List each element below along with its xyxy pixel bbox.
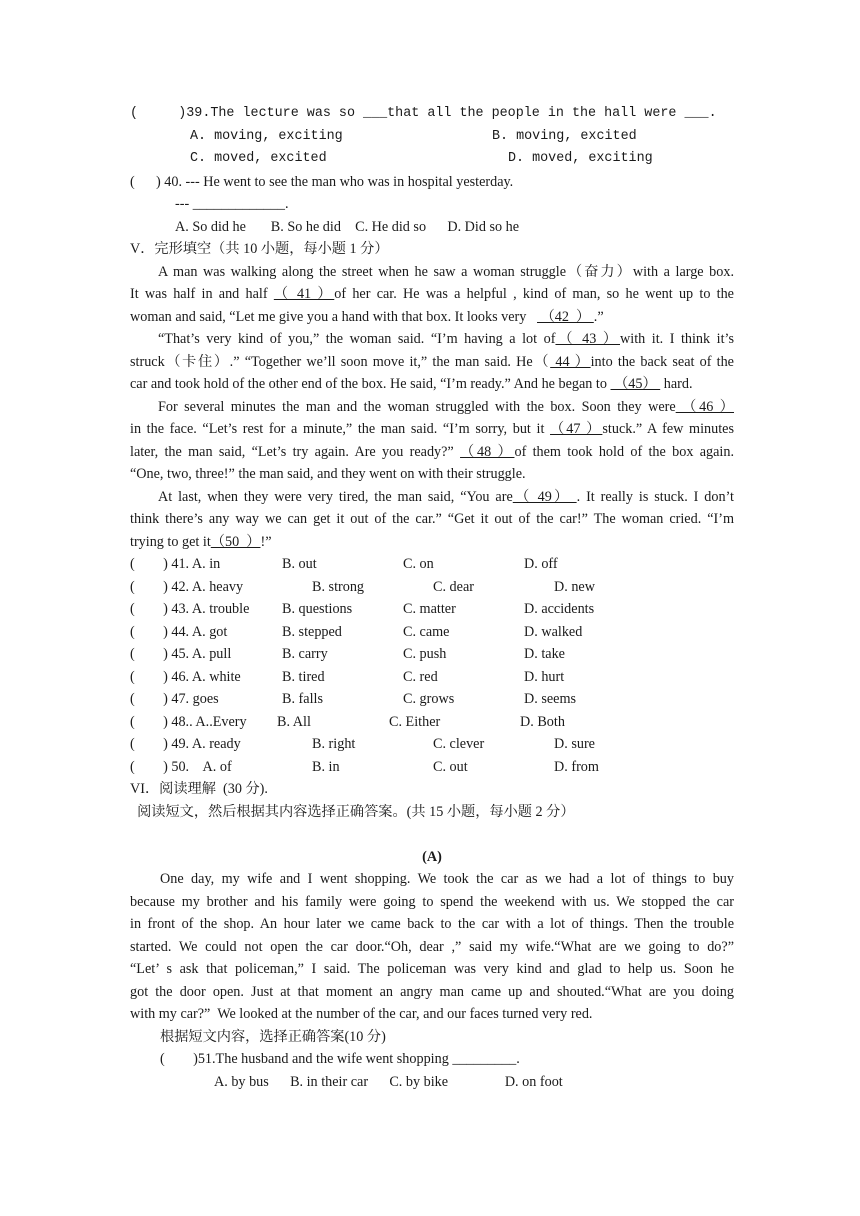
choice-row <box>130 756 734 779</box>
choice-option-a: ( ) 43. A. trouble <box>130 601 250 617</box>
passage-line: in front of the shop. An hour later we came back to the car with a lot of things. Then the trouble <box>130 916 734 932</box>
section-6-title: VI．阅读理解 (30 分). <box>130 781 268 797</box>
choice-option-d: D. from <box>554 758 599 775</box>
choice-option-a: ( ) 44. A. got <box>130 623 228 640</box>
cloze-line <box>130 328 734 351</box>
cloze-line <box>130 373 734 396</box>
question-51: ( )51.The husband and the wife went shopping _________. <box>160 1051 520 1067</box>
choice-option-b: B. tired <box>282 668 325 685</box>
text: car and took hold of the other end of the box. He said, “I’m ready.” And he began to <box>130 376 611 392</box>
option-d: D. moved, exciting <box>508 151 653 166</box>
section-6-instruction: 阅读短文，然后根据其内容选择正确答案。(共 15 小题，每小题 2 分） <box>130 803 575 820</box>
text: . It really is stuck. I don’t <box>576 488 734 505</box>
choice-option-c: C. out <box>433 758 468 775</box>
choice-option-d: D. accidents <box>524 601 595 617</box>
cloze-line <box>130 396 734 419</box>
question-51-options: A. by bus B. in their car C. by bike D. on foot <box>214 1073 563 1090</box>
choice-option-d: D. off <box>524 556 558 572</box>
choice-row <box>130 598 734 621</box>
choice-option-c: C. on <box>403 556 434 572</box>
text: stuck.” A few minutes <box>602 421 734 437</box>
option-c: C. moved, excited <box>190 151 327 166</box>
cloze-line: think there’s any way we can get it out of the car.” “Get it out of the car!” The woman cried. “I’m <box>130 511 734 527</box>
question-39: ( )39.The lecture was so ___that all the people in the hall were ___. <box>130 106 717 121</box>
choice-option-b: B. questions <box>282 601 353 617</box>
choice-option-c: C. dear <box>433 578 474 595</box>
option-a: A. moving, exciting <box>190 128 343 144</box>
blank-49: （ 49） <box>512 488 577 505</box>
text: “That’s very kind of you,” the woman said. “I’m having a lot of <box>158 331 556 347</box>
choice-row <box>130 621 734 644</box>
choice-option-b: B. stepped <box>282 623 342 640</box>
blank-41: （ 41 ） <box>273 286 335 302</box>
choice-row <box>130 688 734 711</box>
choice-option-d: D. seems <box>524 691 577 707</box>
blank-46: （46 ） <box>675 398 734 415</box>
text: into the back seat of the <box>590 353 734 370</box>
choice-option-b: B. falls <box>282 691 323 707</box>
choice-option-c: C. clever <box>433 736 485 752</box>
reply-blank: _____________. <box>192 196 289 212</box>
passage-line: got the door open. Just at that moment an angry man came up and shouted.“What are you doing <box>130 983 734 1000</box>
exam-page <box>130 103 734 1093</box>
text: .” <box>593 308 604 325</box>
reply-prefix: --- <box>175 196 193 212</box>
text: At last, when they were very tired, the man said, “You are <box>158 488 513 505</box>
cloze-line <box>130 531 734 554</box>
choice-row <box>130 576 734 599</box>
cloze-line <box>130 486 734 509</box>
choice-option-d: D. walked <box>524 623 583 640</box>
choice-option-b: B. out <box>282 556 317 572</box>
text: in the face. “Let’s rest for a minute,” the man said. “I’m sorry, but it <box>130 421 551 437</box>
choice-option-a: ( ) 49. A. ready <box>130 736 241 752</box>
choice-option-c: C. Either <box>389 713 441 730</box>
text: with it. I think it’s <box>620 331 734 347</box>
text: later, the man said, “Let’s try again. Are you ready?” <box>130 443 461 460</box>
cloze-choices <box>130 553 734 778</box>
cloze-line <box>130 441 734 464</box>
blank-45: （45） <box>610 376 661 392</box>
choice-option-a: ( ) 47. goes <box>130 691 219 707</box>
cloze-line <box>130 283 734 306</box>
passage-line: One day, my wife and I went shopping. We took the car as we had a lot of things to buy <box>160 871 734 887</box>
passage-label: (A) <box>422 848 442 865</box>
choice-option-d: D. take <box>524 646 565 662</box>
text: It was half in and half <box>130 286 274 302</box>
text: struck（卡住）.” “Together we’ll soon move it,” the man said. He（ <box>130 353 551 370</box>
choice-row <box>130 553 734 576</box>
sub-instruction: 根据短文内容，选择正确答案(10 分) <box>160 1028 386 1045</box>
blank-48: （48 ） <box>460 443 515 460</box>
choice-option-a: ( ) 45. A. pull <box>130 646 232 662</box>
cloze-line <box>130 418 734 441</box>
choice-option-c: C. push <box>403 646 447 662</box>
question-40-reply <box>130 193 734 216</box>
question-40: ( ) 40. --- He went to see the man who was in hospital yesterday. <box>130 173 514 190</box>
choice-option-d: D. hurt <box>524 668 565 685</box>
choice-option-a: ( ) 50. A. of <box>130 758 232 775</box>
choice-option-d: D. sure <box>554 736 595 752</box>
choice-option-b: B. strong <box>312 578 365 595</box>
blank-50: （50 ） <box>210 533 261 550</box>
passage-line: “Let’ s ask that policeman,” I said. The policeman was very kind and glad to help us. Soon he <box>130 961 734 977</box>
text: hard. <box>660 376 693 392</box>
choice-option-a: ( ) 46. A. white <box>130 668 241 685</box>
passage-a <box>130 868 734 1026</box>
option-b: B. moving, excited <box>492 128 637 144</box>
choice-option-a: ( ) 42. A. heavy <box>130 578 244 595</box>
choice-option-b: B. All <box>277 713 311 730</box>
choice-row <box>130 643 734 666</box>
choice-option-c: C. matter <box>403 601 456 617</box>
text: woman and said, “Let me give you a hand with that box. It looks very <box>130 308 538 325</box>
blank-43: （ 43 ） <box>555 331 620 347</box>
choice-option-c: C. came <box>403 623 450 640</box>
passage-line: because my brother and his family were going to spend the weekend with us. We stopped the car <box>130 893 734 910</box>
question-40-options: A. So did he B. So he did C. He did so D. Did so he <box>175 218 520 235</box>
choice-option-d: D. Both <box>520 713 565 730</box>
choice-row <box>130 733 734 756</box>
choice-option-c: C. red <box>403 668 438 685</box>
choice-option-b: B. in <box>312 758 340 775</box>
choice-option-a: ( ) 48.. A..Every <box>130 713 247 730</box>
text: !” <box>260 533 272 550</box>
choice-row <box>130 666 734 689</box>
passage-line: with my car?” We looked at the number of the car, and our faces turned very red. <box>130 1006 593 1022</box>
text: trying to get it <box>130 533 211 550</box>
question-39-options-ab <box>130 126 734 149</box>
blank-42: （42 ） <box>537 308 594 325</box>
text: of her car. He was a helpful , kind of man, so he went up to the <box>334 286 734 302</box>
choice-row <box>130 711 734 734</box>
choice-option-a: ( ) 41. A. in <box>130 556 221 572</box>
text: For several minutes the man and the woman struggled with the box. Soon they were <box>158 398 676 415</box>
cloze-line <box>130 351 734 374</box>
section-5-title: V．完形填空（共 10 小题，每小题 1 分） <box>130 241 389 257</box>
blank-44: 44 ） <box>550 353 591 370</box>
cloze-line: “One, two, three!” the man said, and they went on with their struggle. <box>130 466 526 482</box>
question-39-options-cd <box>130 148 734 171</box>
passage-line: started. We could not open the car door.“Oh, dear ,” said my wife.“What are we going to do?” <box>130 938 734 955</box>
blank-47: （47 ） <box>550 421 603 437</box>
choice-option-b: B. carry <box>282 646 328 662</box>
choice-option-b: B. right <box>312 736 356 752</box>
choice-option-c: C. grows <box>403 691 455 707</box>
cloze-line: A man was walking along the street when he saw a woman struggle（奋力）with a large box. <box>158 263 734 280</box>
choice-option-d: D. new <box>554 578 595 595</box>
cloze-line <box>130 306 734 329</box>
text: of them took hold of the box again. <box>514 443 734 460</box>
